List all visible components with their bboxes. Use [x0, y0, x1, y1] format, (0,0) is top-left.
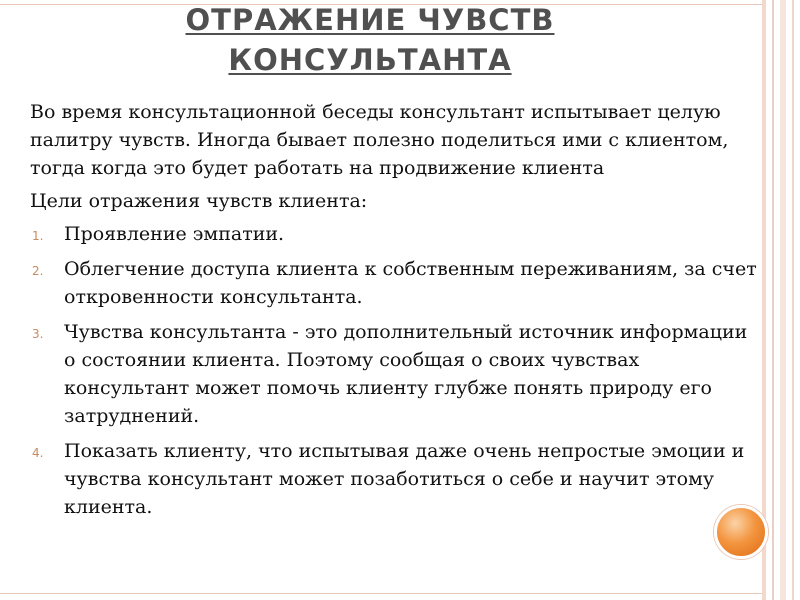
decorative-stripe	[772, 0, 774, 600]
list-item-number: 3.	[32, 327, 44, 341]
list-item-number: 2.	[32, 264, 44, 278]
goals-heading: Цели отражения чувств клиента:	[30, 190, 368, 212]
decorative-stripe	[762, 0, 766, 600]
goals-list	[30, 220, 760, 521]
decorative-orb-icon	[714, 505, 768, 559]
slide-content	[30, 98, 760, 528]
list-item-text: Облегчение доступа клиента к собственным переживаниям, за счет откровенности консультанта.	[64, 258, 757, 308]
decorative-stripe	[780, 0, 786, 600]
slide-title-line-2: КОНСУЛЬТАНТА	[228, 43, 512, 77]
list-item-number: 1.	[32, 229, 44, 243]
list-item	[30, 255, 760, 311]
list-item-text: Чувства консультанта - это дополнительный источник информации о состоянии клиента. Поэтому сообщая о своих чувствах консультант может помочь клиенту глубже понять природу его затруднений.	[64, 321, 748, 427]
list-item	[30, 220, 760, 248]
list-item-text: Проявление эмпатии.	[64, 223, 285, 245]
list-item-number: 4.	[32, 446, 44, 460]
list-item	[30, 318, 760, 430]
list-item-text: Показать клиенту, что испытывая даже очень непростые эмоции и чувства консультант может позаботиться о себе и научит этому клиента.	[64, 440, 745, 518]
bottom-divider-line	[0, 593, 766, 594]
slide-title	[130, 0, 610, 80]
intro-paragraph: Во время консультационной беседы консультант испытывает целую палитру чувств. Иногда бывает полезно поделиться ими с клиентом, тогда когда это будет работать на продвижение клиента	[30, 101, 729, 179]
decorative-stripe	[792, 0, 794, 600]
slide-title-line-1: ОТРАЖЕНИЕ ЧУВСТВ	[185, 3, 555, 37]
list-item	[30, 437, 760, 521]
